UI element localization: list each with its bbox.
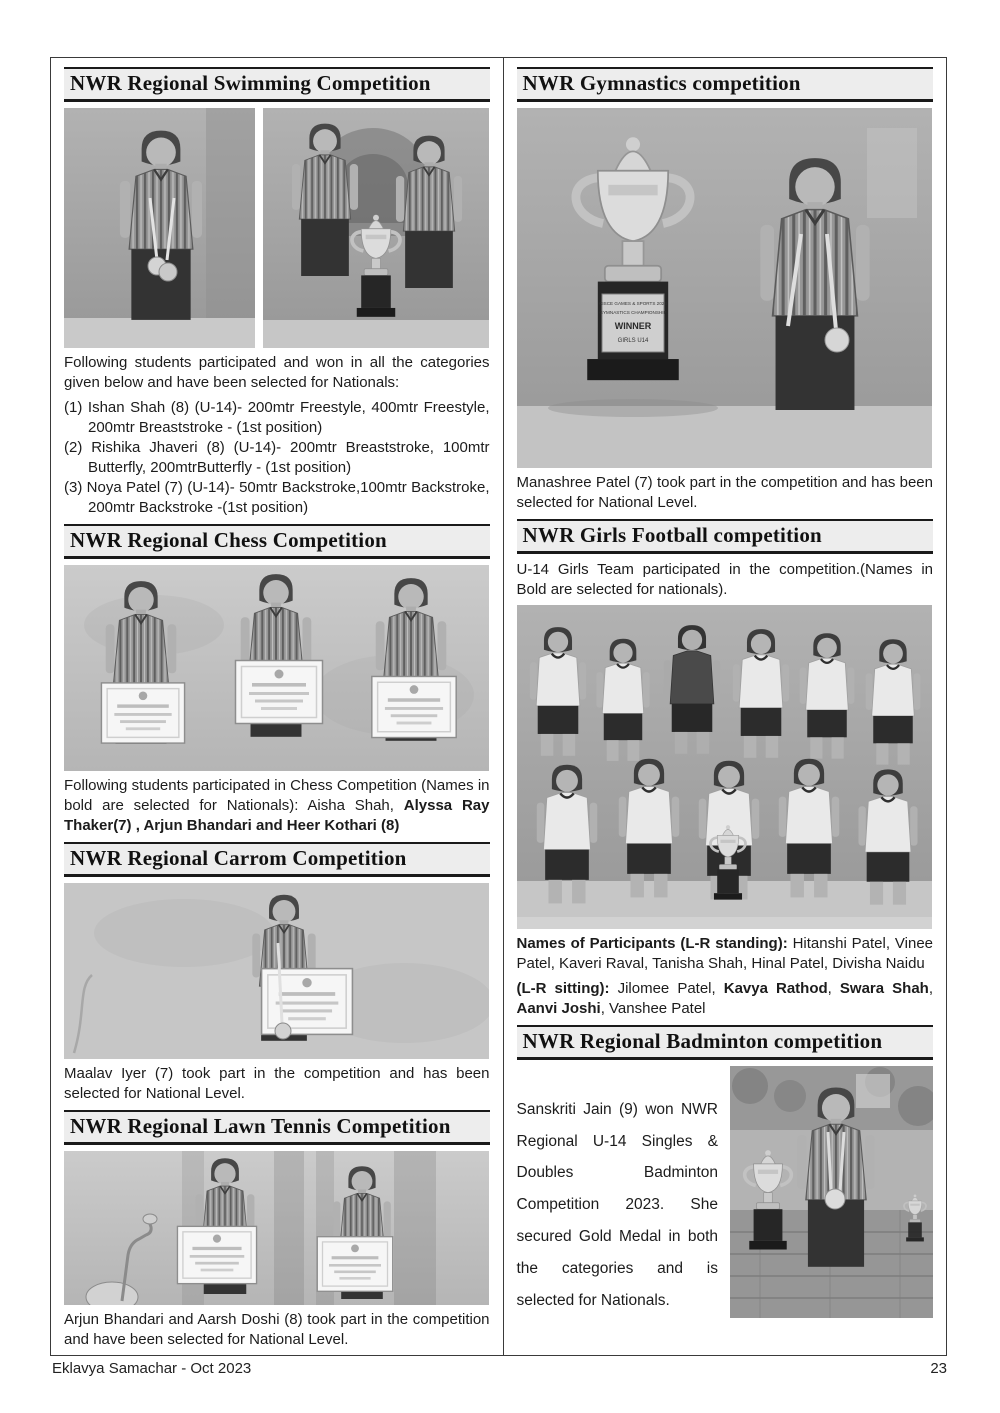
section-title-badminton: NWR Regional Badminton competition <box>517 1025 934 1060</box>
certificate-graphic <box>236 660 323 723</box>
photo-lawn-tennis-two-boys-certificates <box>64 1151 489 1305</box>
section-title-swimming: NWR Regional Swimming Competition <box>64 67 490 102</box>
certificate-graphic <box>262 968 353 1034</box>
photo-carrom-boy-with-certificate <box>64 883 489 1059</box>
svg-text:GYMNASTICS CHAMPIONSHIP: GYMNASTICS CHAMPIONSHIP <box>598 310 667 316</box>
section-title-football: NWR Girls Football competition <box>517 519 934 554</box>
lawn-tennis-body: Arjun Bhandari and Aarsh Doshi (8) took part in the competition and have been selected for National Level. <box>64 1310 490 1348</box>
certificate-graphic <box>372 676 456 737</box>
gymnastics-body: Manashree Patel (7) took part in the competition and has been selected for National Level. <box>516 474 933 512</box>
svg-text:CISCE GAMES & SPORTS 2023: CISCE GAMES & SPORTS 2023 <box>598 301 667 307</box>
certificate-graphic <box>317 1236 392 1291</box>
footer-page-number: 23 <box>930 1360 947 1377</box>
football-standing-names: Names of Participants (L-R standing): Hitanshi Patel, Vinee Patel, Kaveri Raval, Tanisha Shah, Hinal Patel, Divisha Naidu <box>516 935 933 972</box>
swimming-item-2: (2) Rishika Jhaveri (8) (U-14)- 200mtr Breaststroke, 100mtr Butterfly, 200mtrButterfly - (1st position) <box>64 438 490 476</box>
section-title-lawn-tennis: NWR Regional Lawn Tennis Competition <box>64 1110 490 1145</box>
swimming-intro: Following students participated and won in all the categories given below and have been selected for Nationals: <box>64 354 490 392</box>
swimming-item-3: (3) Noya Patel (7) (U-14)- 50mtr Backstroke,100mtr Backstroke, 200mtr Backstroke -(1st position) <box>64 478 490 516</box>
swimming-photo-row <box>64 108 490 348</box>
section-title-chess: NWR Regional Chess Competition <box>64 524 490 559</box>
section-title-carrom: NWR Regional Carrom Competition <box>64 842 490 877</box>
photo-chess-three-students-certificates <box>64 565 489 771</box>
football-intro: U-14 Girls Team participated in the competition.(Names in Bold are selected for nationals). <box>516 561 933 599</box>
photo-gymnastics-girl-with-trophy <box>517 108 932 468</box>
photo-swimming-boy-with-medals <box>64 108 255 348</box>
swimming-item-1: (1) Ishan Shah (8) (U-14)- 200mtr Freestyle, 400mtr Freestyle, 200mtr Breaststroke - (1st position) <box>64 399 490 436</box>
carrom-body: Maalav Iyer (7) took part in the competition and has been selected for National Level. <box>64 1064 490 1102</box>
section-title-gymnastics: NWR Gymnastics competition <box>517 67 934 102</box>
photo-football-team-group <box>517 605 932 929</box>
football-sitting-names: (L-R sitting): Jilomee Patel, Kavya Rathod, Swara Shah, Aanvi Joshi, Vanshee Patel <box>516 979 934 1017</box>
badminton-section-body <box>517 1066 934 1332</box>
certificate-graphic <box>101 683 184 743</box>
chess-body: Following students participated in Chess Competition (Names in bold are selected for Nationals): Aisha Shah, Alyssa Ray Thaker(7) , Arjun Bhandari and Heer Kothari (8) <box>64 776 490 834</box>
svg-text:WINNER: WINNER <box>614 321 651 332</box>
badminton-body: Sanskriti Jain (9) won NWR Regional U-14 Singles & Doubles Badminton Competition 2023. She secured Gold Medal in both the categories and is selected for Nationals. <box>516 1100 718 1309</box>
photo-swimming-girls-with-trophy <box>263 108 489 348</box>
page-content-frame <box>50 57 947 1356</box>
certificate-graphic <box>177 1226 256 1283</box>
page-footer <box>52 1360 947 1377</box>
right-column <box>504 58 947 1355</box>
left-column <box>51 58 504 1355</box>
footer-publication-name: Eklavya Samachar - Oct 2023 <box>52 1360 252 1377</box>
photo-badminton-boy-with-trophy <box>730 1066 933 1318</box>
svg-text:GIRLS U14: GIRLS U14 <box>617 338 648 345</box>
